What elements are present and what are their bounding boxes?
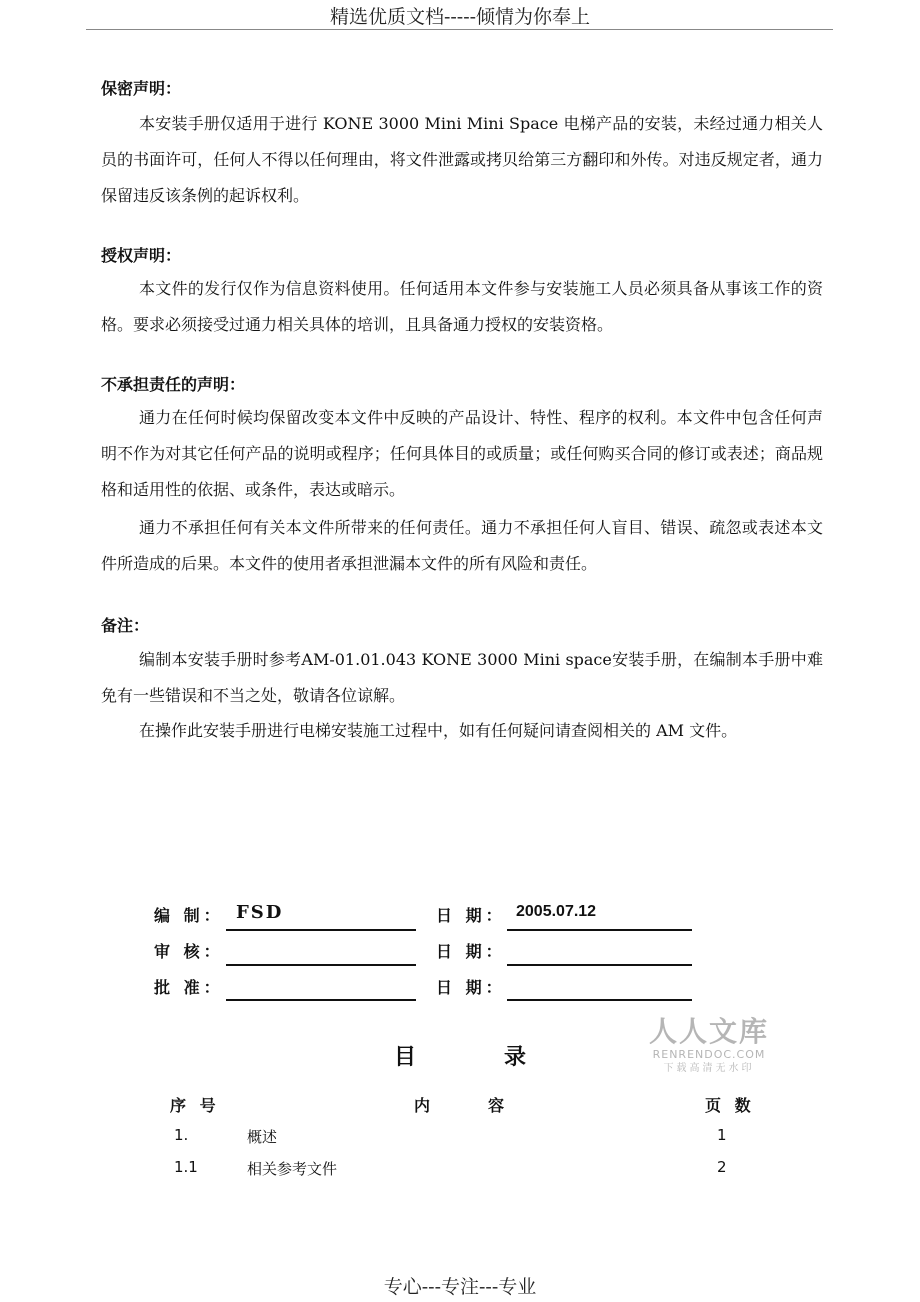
authorization-title: 授权声明： bbox=[101, 246, 182, 265]
compiled-date-value: 2005.07.12 bbox=[516, 903, 597, 920]
toc-row-2-content[interactable]: 相关参考文件 bbox=[247, 1160, 338, 1178]
approve-line bbox=[226, 999, 416, 1001]
compiled-line bbox=[226, 929, 416, 931]
review-label: 审 核： bbox=[154, 942, 224, 961]
notes-paragraph-1: 编制本安装手册时参考AM-01.01.043 KONE 3000 Mini space安装手册，在编制本手册中难免有一些错误和不当之处，敬请各位谅解。 bbox=[101, 650, 823, 705]
header-divider bbox=[86, 29, 833, 30]
approve-date-line bbox=[507, 999, 692, 1001]
review-date-label: 日 期： bbox=[436, 942, 506, 961]
approve-date-label: 日 期： bbox=[436, 978, 506, 997]
authorization-paragraph: 本文件的发行仅作为信息资料使用。任何适用本文件参与安装施工人员必须具备从事该工作的资格。要求必须接受过通力相关具体的培训，且具备通力授权的安装资格。 bbox=[101, 279, 823, 334]
watermark-brand: 人人文库 bbox=[648, 1015, 769, 1048]
toc-header-page: 页 数 bbox=[705, 1096, 755, 1115]
toc-row-2-page: 2 bbox=[717, 1158, 727, 1176]
toc-row-1-page: 1 bbox=[717, 1126, 727, 1144]
watermark-url: RENRENDOC.COM bbox=[652, 1048, 766, 1061]
renrendoc-watermark bbox=[646, 1016, 772, 1076]
notes-paragraph-2: 在操作此安装手册进行电梯安装施工过程中，如有任何疑问请查阅相关的 AM 文件。 bbox=[139, 721, 738, 740]
toc-title-left: 目 bbox=[394, 1044, 417, 1070]
toc-row-2-number: 1.1 bbox=[174, 1158, 198, 1176]
notes-title: 备注： bbox=[101, 616, 150, 635]
disclaimer-paragraph-2: 通力不承担任何有关本文件所带来的任何责任。通力不承担任何人盲目、错误、疏忽或表述本文件所造成的后果。本文件的使用者承担泄漏本文件的所有风险和责任。 bbox=[101, 518, 823, 573]
toc-row-1-content[interactable]: 概述 bbox=[247, 1128, 278, 1146]
compiled-date-label: 日 期： bbox=[436, 906, 506, 925]
approve-label: 批 准： bbox=[154, 978, 224, 997]
toc-row-1-number: 1. bbox=[174, 1126, 189, 1144]
page-footer: 专心---专注---专业 bbox=[383, 1276, 537, 1298]
confidential-paragraph: 本安装手册仅适用于进行 KONE 3000 Mini Mini Space 电梯产品的安装，未经过通力相关人员的书面许可，任何人不得以任何理由，将文件泄露或拷贝给第三方翻印和外传。对违反规定者，通力保留违反该条例的起诉权利。 bbox=[101, 114, 823, 205]
confidential-title: 保密声明： bbox=[101, 79, 182, 98]
compiled-label: 编 制： bbox=[154, 906, 224, 925]
watermark-tagline: 下载高清无水印 bbox=[663, 1063, 755, 1074]
page-header: 精选优质文档-----倾情为你奉上 bbox=[329, 6, 591, 28]
disclaimer-title: 不承担责任的声明： bbox=[101, 375, 246, 394]
disclaimer-paragraph-1: 通力在任何时候均保留改变本文件中反映的产品设计、特性、程序的权利。本文件中包含任何声明不作为对其它任何产品的说明或程序；任何具体目的或质量；或任何购买合同的修订或表述；商品规格和适用性的依据、或条件，表达或暗示。 bbox=[101, 408, 823, 499]
compiled-date-line bbox=[507, 929, 692, 931]
toc-header-content-left: 内 bbox=[414, 1096, 435, 1115]
toc-header-content-right: 容 bbox=[488, 1096, 509, 1115]
compiled-value: FSD bbox=[236, 902, 284, 923]
toc-title-right: 录 bbox=[504, 1044, 527, 1070]
review-line bbox=[226, 964, 416, 966]
review-date-line bbox=[507, 964, 692, 966]
toc-header-number: 序 号 bbox=[170, 1096, 220, 1115]
